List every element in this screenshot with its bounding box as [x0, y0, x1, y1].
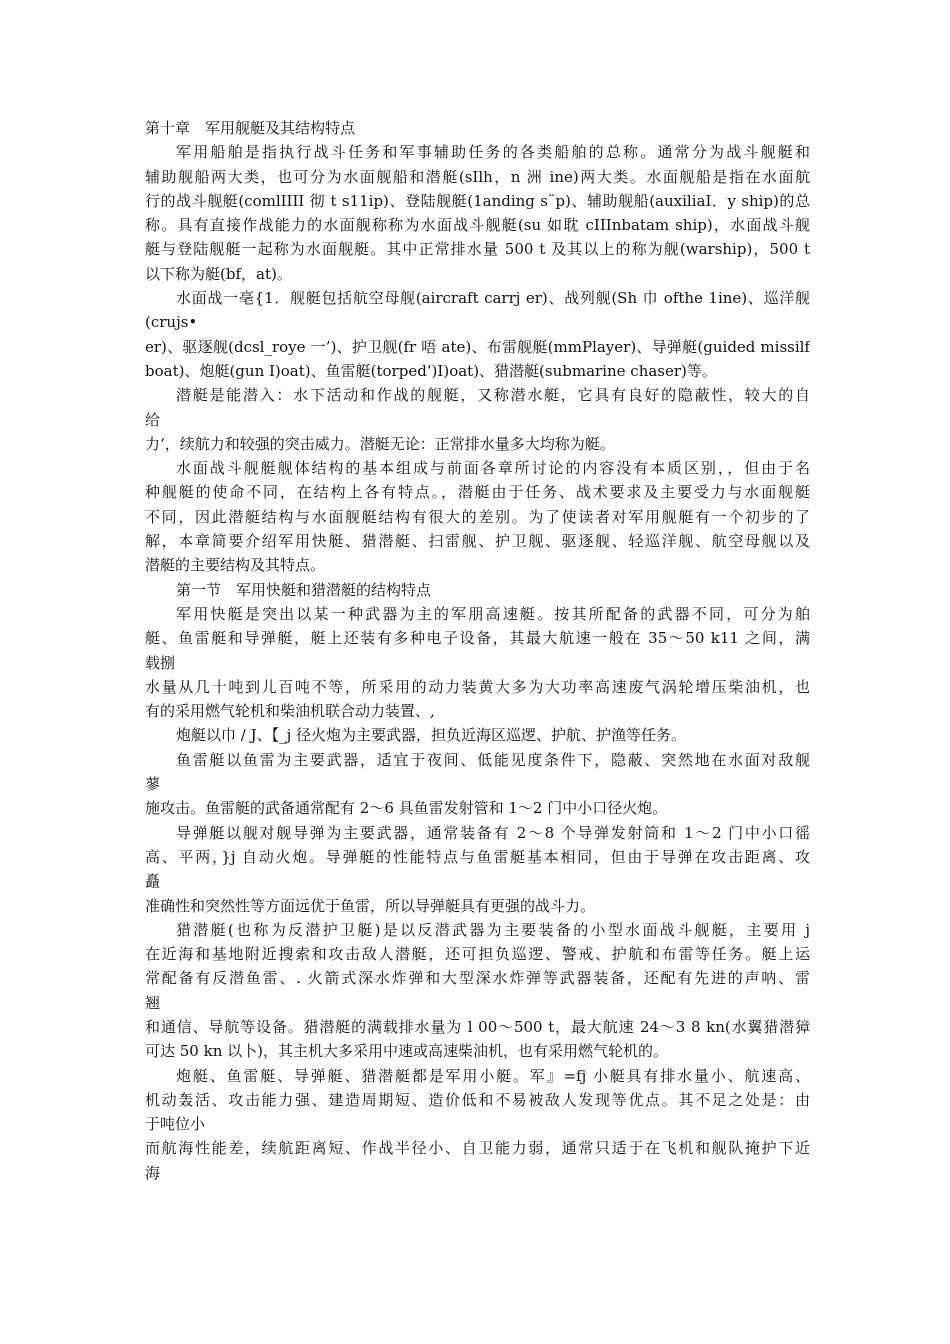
text-line: er)、驱逐舰(dcsl_roye 一’)、护卫舰(fr 唔 ate)、布雷舰艇(mmPlayer)、导弹艇(guided missilf [145, 337, 810, 356]
text-line: 有的采用燃气轮机和柴油机联合动力装置、, [145, 702, 435, 721]
text-line: 潜艇是能潜入：水下活动和作战的舰艇，又称潜水艇，它具有良好的隐蔽性，较大的自 [176, 386, 810, 405]
text-line: 解，本章简要介绍军用快艇、猎潜艇、扫雷舰、护卫舰、驱逐舰、轻巡洋舰、航空母舰以及 [145, 532, 810, 551]
text-line: 翘 [145, 993, 161, 1012]
text-line: 水量从几十吨到儿百吨不等，所采用的动力装黄大多为大功率高速废气涡轮增压柴油机，也 [145, 677, 810, 696]
text-line: 高、平两，}j 自动火炮。导弹艇的性能特点与鱼雷艇基本相同，但由于导弹在攻击距离、攻 [145, 847, 810, 866]
text-line: 矗 [145, 872, 161, 891]
text-line: 蓼 [145, 775, 161, 794]
text-line: 艇与登陆舰艇一起称为水面舰艇。其中正常排水量 500 t 及其以上的称为舰(warship)，500 t [145, 240, 810, 259]
text-line: 导弹艇以舰对舰导弹为主要武器，通常装备有 2～8 个导弹发射筒和 1～2 门中小口徭 [176, 823, 810, 842]
text-line: 称。具有直接作战能力的水面舰称称为水面战斗舰艇(su 如耽 cIIInbatam ship)，水面战斗舰 [145, 216, 810, 235]
text-line: 准确性和突然性等方面远优于鱼雷，所以导弹艇具有更强的战斗力。 [145, 896, 596, 915]
text-line: 给 [145, 410, 161, 429]
text-line: boat)、炮艇(gun I)oat)、鱼雷艇(torped‘)I)oat)、猎潜艇(submarine chaser)等。 [145, 361, 717, 380]
text-line: 炮艇、鱼雷艇、导弹艇、猎潜艇都是军用小艇。军』=fj 小艇具有排水量小、航速高、 [176, 1066, 810, 1085]
text-line: 鱼雷艇以鱼雷为主要武器，适宜于夜间、低能见度条件下，隐蔽、突然地在水面对敌舰 [176, 750, 810, 769]
text-line: 潜艇的主要结构及其特点。 [145, 556, 326, 575]
text-line: 辅助舰船两大类，也可分为水面舰船和潜艇(sIlh，n 洲 ine)两大类。水面舰船是指在水面航 [145, 167, 810, 186]
text-line: 机动轰活、攻击能力强、建造周期短、造价低和不易被敌人发现等优点。其不足之处是：由 [145, 1090, 810, 1109]
text-line: 载捌 [145, 653, 176, 672]
text-line: 水面战斗舰艇舰体结构的基本组成与前面各章所讨论的内容没有本质区别，，但由于名 [176, 459, 810, 478]
text-line: 力‘，续航力和较强的突击威力。潜艇无论：正常排水量多大均称为艇。 [145, 434, 615, 453]
text-line: 水面战一亳{1．舰艇包括航空母舰(aircraft carrj er)、战列舰(Sh 巾 ofthe 1ine)、巡洋舰 [176, 289, 810, 308]
text-line: 第十章 军用舰艇及其结构特点 [145, 119, 356, 137]
text-line: 而航海性能差，续航距离短、作战半径小、自卫能力弱，通常只适于在飞机和舰队掩护下近 [145, 1139, 810, 1158]
document-page [145, 116, 810, 1185]
text-line: (crujs• [145, 313, 198, 332]
text-line: 以下称为艇(bf，at)。 [145, 264, 292, 283]
text-line: 军用快艇是突出以某一种武器为主的军朋高速艇。按其所配备的武器不同，可分为舶 [176, 604, 810, 623]
text-line: 海 [145, 1163, 161, 1182]
text-line: 常配备有反潜鱼雷、. 火箭式深水炸弹和大型深水炸弹等武器装备，还配有先进的声呐、雷 [145, 969, 810, 988]
text-line: 于吨位小 [145, 1115, 206, 1134]
text-line: 种舰艇的使命不同，在结构上各有特点。，潜艇由于任务、战术要求及主要受力与水面舰艇 [145, 483, 810, 502]
text-line: 猎潜艇(也称为反潜护卫艇)是以反潜武器为主要装备的小型水面战斗舰艇，主要用 j [176, 920, 810, 939]
text-line: 在近海和基地附近搜索和攻击敌人潜艇，还可担负巡逻、警戒、护航和布雷等任务。艇上运 [145, 945, 810, 964]
text-line: 不同，因此潜艇结构与水面舰艇结构有很大的差别。为了使读者对军用舰艇有一个初步的了 [145, 507, 810, 526]
text-line: 第一节 军用快艇和猎潜艇的结构特点 [176, 580, 432, 599]
text-line: 和通信、导航等设备。猎潜艇的满载排水量为 l 00～500 t，最大航速 24～3 8 kn(水翼猎潜獐 [145, 1017, 810, 1036]
text-line: 炮艇以巾 / J、【_j 径火炮为主要武器，担负近海区巡逻、护航、护渔等任务。 [176, 726, 687, 745]
text-line: 行的战斗舰艇(comlIIII 彻 t s11ip)、登陆舰艇(1anding s¨p)、辅助舰船(auxiliaI．y ship)的总 [145, 191, 810, 210]
text-line: 军用船舶是指执行战斗任务和军事辅助任务的各类船舶的总称。通常分为战斗舰艇和 [176, 143, 810, 162]
text-line: 可达 50 kn 以卜)，其主机大多采用中速或高速柴油机，也有采用燃气轮机的。 [145, 1042, 668, 1061]
text-line: 艇、鱼雷艇和导弹艇，艇上还装有多种电子设备，其最大航速一般在 35～50 k11 之间，满 [145, 629, 810, 648]
text-line: 施攻击。鱼雷艇的武备通常配有 2～6 具鱼雷发射管和 1～2 门中小口径火炮。 [145, 799, 668, 818]
